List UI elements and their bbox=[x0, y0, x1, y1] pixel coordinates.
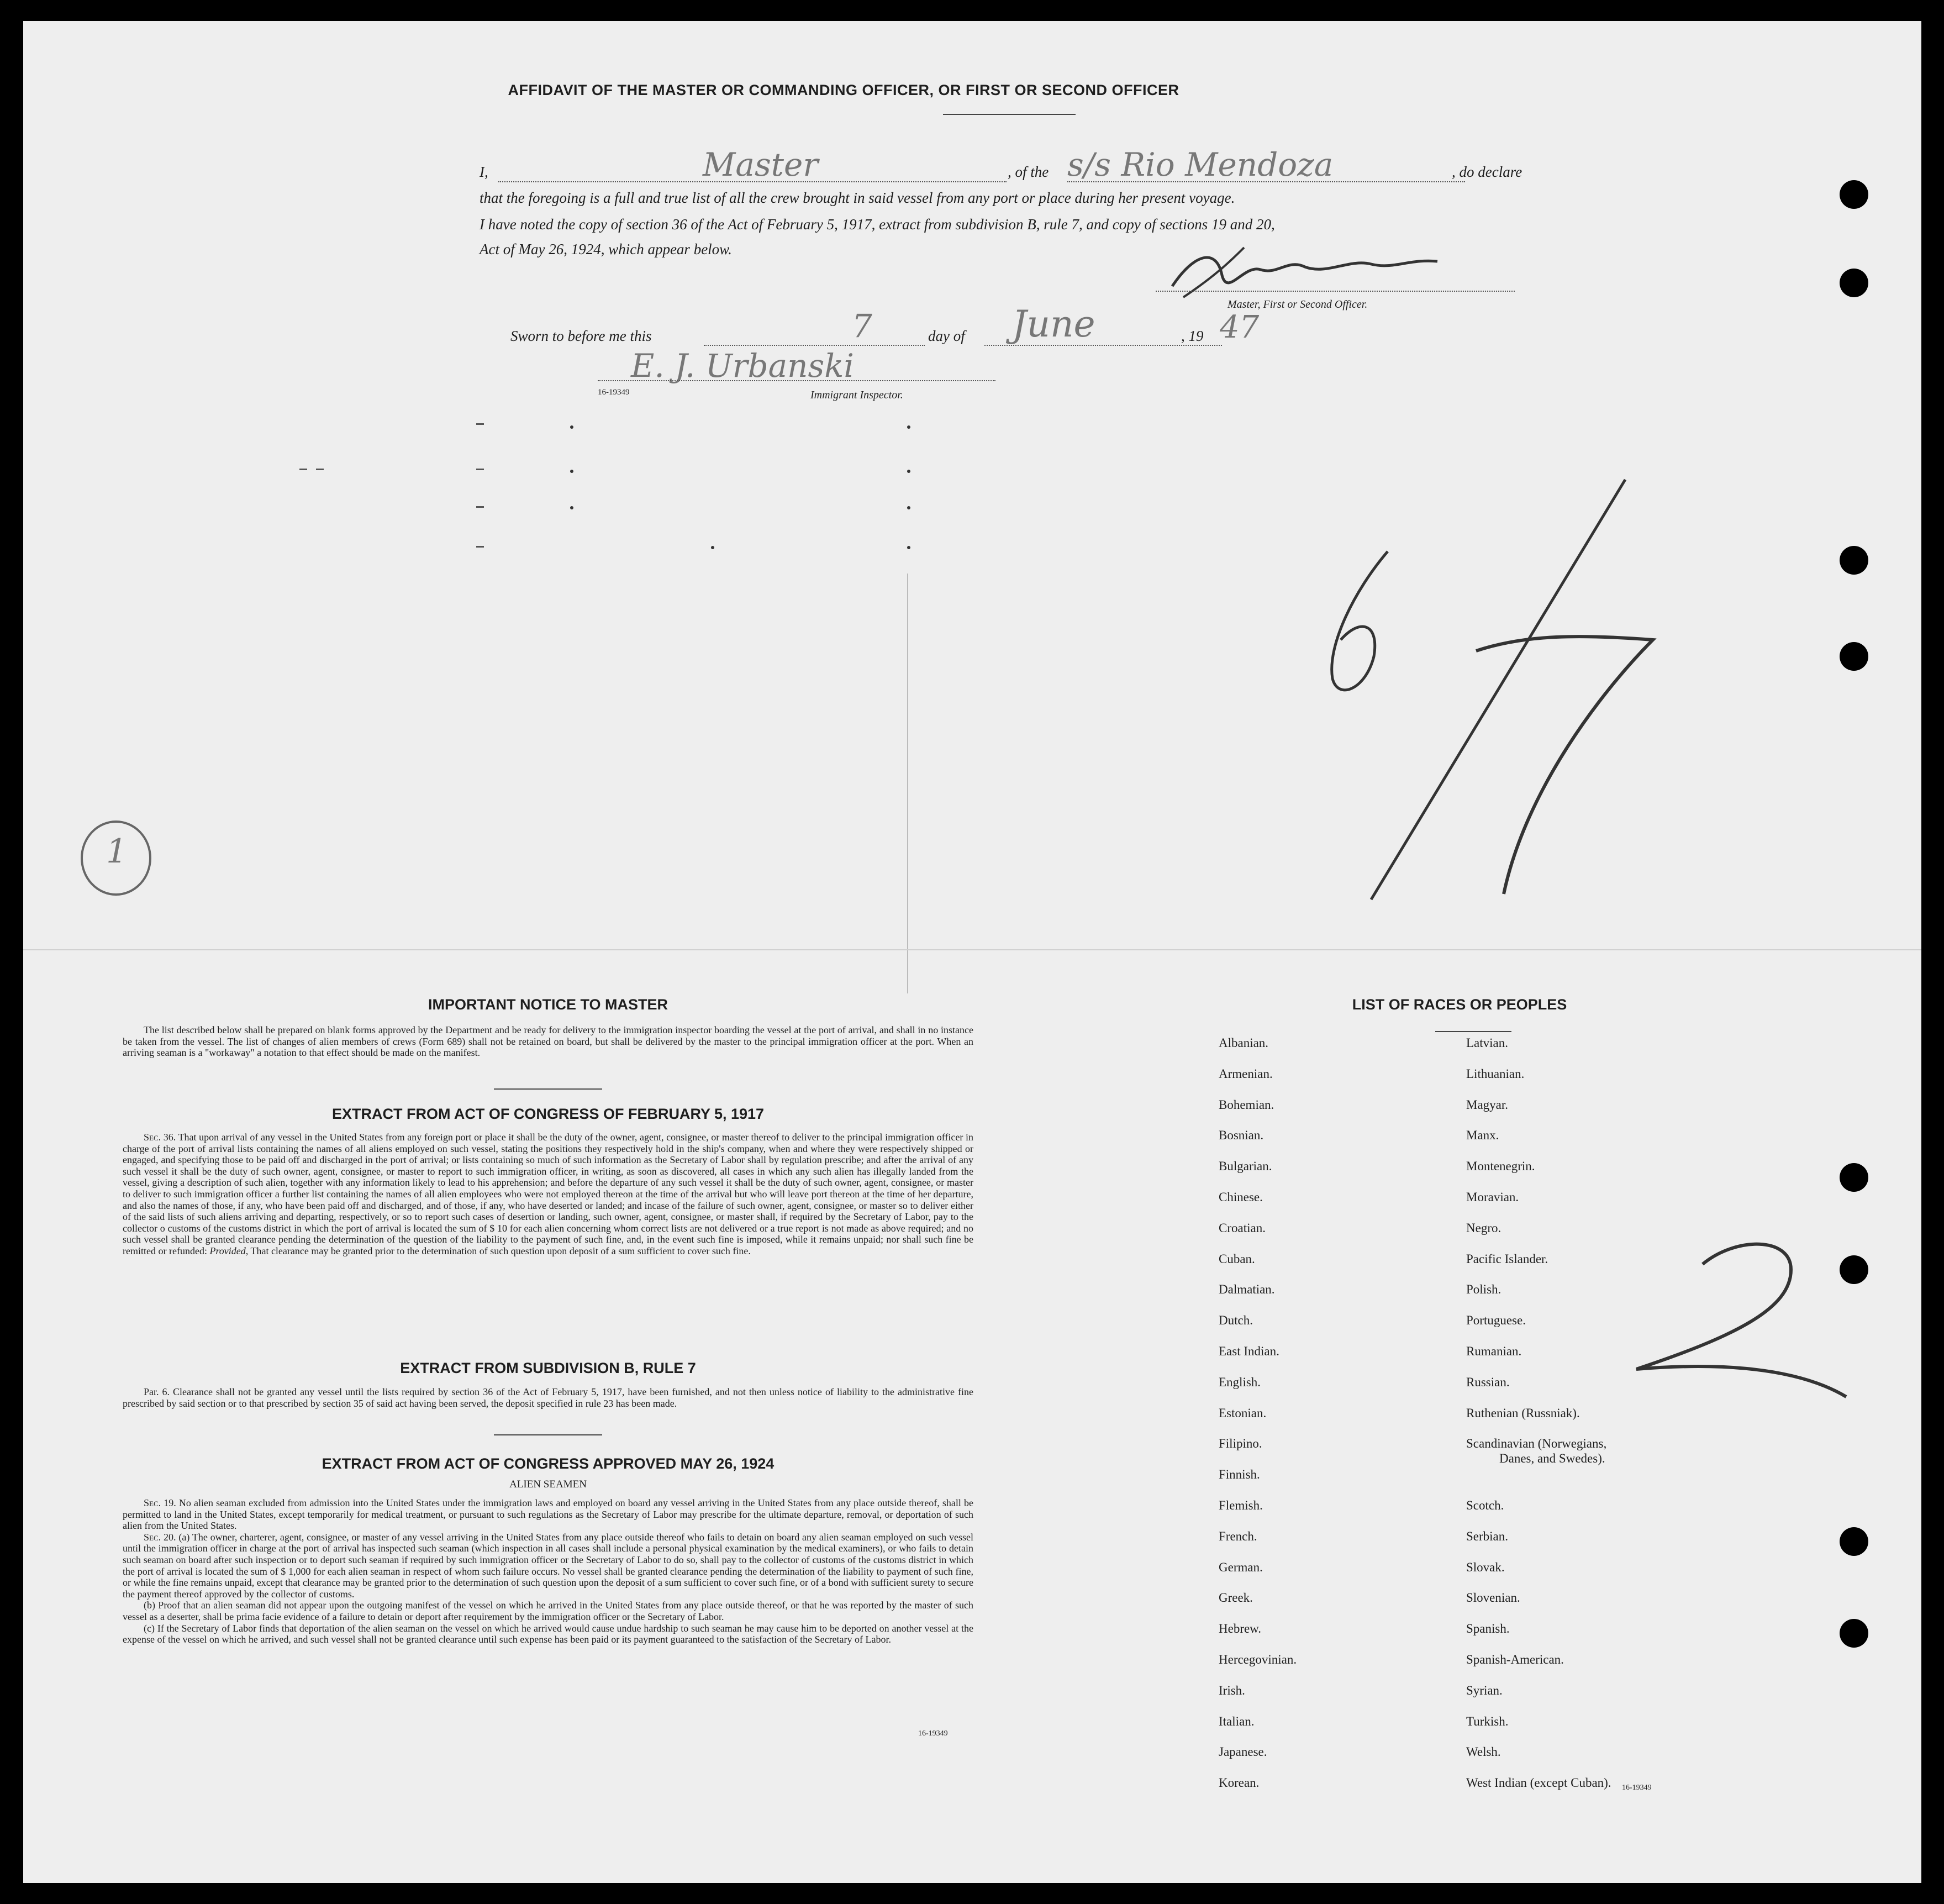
race-item: East Indian. bbox=[1219, 1344, 1279, 1358]
race-item: Scotch. bbox=[1466, 1498, 1504, 1512]
bleed-mark bbox=[316, 469, 324, 470]
binder-hole bbox=[1840, 1527, 1868, 1556]
race-item: Filipino. bbox=[1219, 1437, 1262, 1451]
race-item: Manx. bbox=[1466, 1128, 1499, 1143]
race-item: Negro. bbox=[1466, 1221, 1502, 1235]
race-item: Spanish-American. bbox=[1466, 1652, 1564, 1666]
notice-divider bbox=[494, 1088, 602, 1090]
bleed-dot bbox=[570, 470, 573, 473]
race-item: Croatian. bbox=[1219, 1221, 1266, 1235]
do-declare-label: , do declare bbox=[1452, 164, 1522, 180]
bleed-dot bbox=[711, 546, 714, 549]
handwritten-month: June bbox=[1012, 303, 1095, 345]
inspector-caption: Immigrant Inspector. bbox=[810, 389, 903, 401]
race-item: Irish. bbox=[1219, 1683, 1245, 1697]
handwritten-vessel: s/s Rio Mendoza bbox=[1067, 146, 1334, 183]
race-item: Greek. bbox=[1219, 1591, 1253, 1605]
race-item: Cuban. bbox=[1219, 1251, 1255, 1266]
bleed-dot bbox=[570, 425, 573, 429]
handwritten-two-svg bbox=[1570, 1225, 1879, 1424]
affidavit-line-4: Act of May 26, 1924, which appear below. bbox=[480, 241, 732, 257]
handwritten-day: 7 bbox=[852, 307, 872, 345]
race-item: Bulgarian. bbox=[1219, 1159, 1272, 1174]
race-item: Rumanian. bbox=[1466, 1344, 1522, 1358]
inspector-line bbox=[598, 380, 995, 381]
race-item: Montenegrin. bbox=[1466, 1159, 1535, 1174]
binder-hole bbox=[1840, 180, 1868, 209]
race-item: Turkish. bbox=[1466, 1714, 1509, 1728]
race-item: Russian. bbox=[1466, 1375, 1510, 1389]
bleed-mark bbox=[476, 469, 484, 470]
race-item: Bosnian. bbox=[1219, 1128, 1264, 1143]
race-item: Flemish. bbox=[1219, 1498, 1263, 1512]
inspector-signature: E. J. Urbanski bbox=[631, 347, 854, 385]
race-item: Danes, and Swedes). bbox=[1499, 1451, 1605, 1466]
races-col-2 bbox=[1466, 1028, 1611, 1798]
race-item: French. bbox=[1219, 1529, 1257, 1543]
race-item: Armenian. bbox=[1219, 1066, 1273, 1081]
bleed-dot bbox=[570, 506, 573, 509]
handwritten-master: Master bbox=[703, 146, 819, 183]
signature-line bbox=[1156, 291, 1515, 292]
extract-1917-title: EXTRACT FROM ACT OF CONGRESS OF FEBRUARY 5, 1917 bbox=[331, 1106, 765, 1122]
sworn-label: Sworn to before me this bbox=[510, 328, 652, 344]
races-form-number: 16-19349 bbox=[1622, 1784, 1652, 1792]
binder-hole bbox=[1840, 1619, 1868, 1648]
binder-hole bbox=[1840, 269, 1868, 297]
bleed-dot bbox=[907, 546, 910, 549]
race-item: West Indian (except Cuban). bbox=[1466, 1776, 1611, 1790]
race-item: Pacific Islander. bbox=[1466, 1251, 1548, 1266]
extract-1917-body: Sec. 36. That upon arrival of any vessel in the United States from any foreign port or place it shall be the duty of the owner, agent, consignee, or master thereof to deliver to the principal immigration officer in charge of the port of arrival lists containing the names of all aliens employed on such vessel, stating the positions they respectively hold in the ship's company, when and where they were respectively shipped or engaged, and specifying those to be paid off and discharged in the port of arrival; or lists containing so much of such information as the Secretary of Labor shall by regulation prescribe; and after the arrival of any such vessel it shall be the duty of such owner, agent, consignee, or master to report to such immigration officer, in writing, as soon as discovered, all cases in which any such alien has illegally landed from the vessel, giving a description of such alien, together with any information likely to lead to his apprehension; and before the departure of any such vessel it shall be the duty of such owner, agent, consignee, or master to deliver to such immigration officer a further list containing the names of all alien employees who were not employed thereon at the time of the arrival but who will leave port thereon at the time of her departure, and also the names of those, if any, who have been paid off and discharged, and of those, if any, who have deserted or landed; and incase of the failure of such owner, agent, consignee, or master so to deliver either of the said lists of such aliens arriving and departing, respectively, or so to report such cases of desertion or landing, such owner, agent, consignee, or master shall, if required by the Secretary of Labor, pay to the collector o customs of the customs district in which the port of arrival is located the sum of $ 10 for each alien concerning whom correct lists are not delivered or a true report is not made as above required; and no such vessel shall be granted clearance pending the determination of the question of the liability to the payment of such fine, and, in the event such fine is imposed, while it remains unpaid; nor shall such fine be remitted or refunded: Provided, That clearance may be granted prior to the determination of such question upon deposit of a sum sufficient to cover such fine. bbox=[123, 1132, 973, 1256]
binder-hole bbox=[1840, 1163, 1868, 1192]
bleed-mark bbox=[299, 469, 307, 470]
bleed-mark bbox=[476, 546, 484, 548]
race-item: Bohemian. bbox=[1219, 1097, 1274, 1112]
affidavit-line-3: I have noted the copy of section 36 of the Act of February 5, 1917, extract from subdivision B, rule 7, and copy of sections 19 and 20, bbox=[480, 216, 1275, 233]
document-page bbox=[23, 21, 1921, 1883]
affidavit-form-number: 16-19349 bbox=[598, 388, 630, 397]
binder-hole bbox=[1840, 546, 1868, 575]
race-item: Ruthenian (Russniak). bbox=[1466, 1406, 1580, 1420]
race-item: Serbian. bbox=[1466, 1529, 1509, 1543]
race-item: Estonian. bbox=[1219, 1406, 1267, 1420]
bleed-dot bbox=[907, 506, 910, 509]
handwritten-year: 47 bbox=[1220, 309, 1260, 345]
notice-title: IMPORTANT NOTICE TO MASTER bbox=[428, 996, 668, 1013]
extract-1924-title: EXTRACT FROM ACT OF CONGRESS APPROVED MAY 26, 1924 bbox=[322, 1455, 775, 1472]
bleed-mark bbox=[476, 506, 484, 508]
day-blank bbox=[704, 345, 925, 346]
handwritten-fraction-svg bbox=[1294, 457, 1791, 933]
race-item: Korean. bbox=[1219, 1776, 1260, 1790]
race-item: Chinese. bbox=[1219, 1190, 1263, 1204]
extract-form-number: 16-19349 bbox=[918, 1729, 948, 1738]
affidavit-i-label: I, bbox=[480, 164, 488, 180]
rule7-body: Par. 6. Clearance shall not be granted any vessel until the lists required by section 36 of the Act of February 5, 1917, have been furnished, and not then unless notice of liability to the administrative fine prescribed by said section or to that prescribed by section 35 of said act having been served, the deposit specified in rule 23 has been made. bbox=[123, 1386, 973, 1409]
race-item: Hebrew. bbox=[1219, 1622, 1262, 1636]
binder-hole bbox=[1840, 1255, 1868, 1284]
fold-line bbox=[907, 574, 908, 993]
race-item: Magyar. bbox=[1466, 1097, 1509, 1112]
day-of-label: day of bbox=[928, 328, 965, 344]
binder-hole bbox=[1840, 642, 1868, 671]
race-item: Dutch. bbox=[1219, 1313, 1253, 1328]
bleed-dot bbox=[907, 470, 910, 473]
race-item: German. bbox=[1219, 1560, 1263, 1574]
circled-number: 1 bbox=[106, 832, 128, 871]
race-item: Scandinavian (Norwegians, bbox=[1466, 1437, 1607, 1451]
race-item: Albanian. bbox=[1219, 1036, 1269, 1050]
races-title: LIST OF RACES OR PEOPLES bbox=[1352, 996, 1567, 1013]
race-item: Spanish. bbox=[1466, 1622, 1510, 1636]
of-the-label: , of the bbox=[1008, 164, 1049, 180]
race-item: Japanese. bbox=[1219, 1745, 1267, 1759]
race-item: Moravian. bbox=[1466, 1190, 1519, 1204]
affidavit-line-2: that the foregoing is a full and true list of all the crew brought in said vessel from any port or place during her present voyage. bbox=[480, 190, 1235, 206]
races-col-1 bbox=[1219, 1028, 1297, 1798]
rule7-title: EXTRACT FROM SUBDIVISION B, RULE 7 bbox=[400, 1360, 696, 1376]
fold-line-h bbox=[23, 949, 1921, 950]
signature-caption: Master, First or Second Officer. bbox=[1227, 298, 1368, 311]
year-prefix: , 19 bbox=[1181, 328, 1204, 344]
race-item: Finnish. bbox=[1219, 1468, 1260, 1482]
affidavit-title: AFFIDAVIT OF THE MASTER OR COMMANDING OFFICER, OR FIRST OR SECOND OFFICER bbox=[508, 82, 1179, 98]
race-item: Lithuanian. bbox=[1466, 1066, 1525, 1081]
rule7-divider bbox=[494, 1434, 602, 1435]
title-divider bbox=[943, 114, 1076, 115]
race-item: Syrian. bbox=[1466, 1683, 1503, 1697]
bleed-mark bbox=[476, 423, 484, 425]
race-item: English. bbox=[1219, 1375, 1261, 1389]
race-item: Latvian. bbox=[1466, 1036, 1508, 1050]
race-item: Slovak. bbox=[1466, 1560, 1505, 1574]
extract-1924-subtitle: ALIEN SEAMEN bbox=[509, 1479, 587, 1490]
race-item: Portuguese. bbox=[1466, 1313, 1526, 1328]
race-item: Italian. bbox=[1219, 1714, 1255, 1728]
race-item: Slovenian. bbox=[1466, 1591, 1520, 1605]
race-item: Welsh. bbox=[1466, 1745, 1501, 1759]
race-item: Polish. bbox=[1466, 1282, 1502, 1297]
notice-body: The list described below shall be prepared on blank forms approved by the Department and be ready for delivery to the immigration inspector boarding the vessel at the port of arrival, and shall in no instance be taken from the vessel. The list of changes of alien members of crews (Form 689) shall not be retained on board, but shall be delivered by the master to the principal immigration officer at the port. When an arriving seaman is a "workaway" a notation to that effect should be made on the manifest. bbox=[123, 1024, 973, 1059]
race-item: Dalmatian. bbox=[1219, 1282, 1275, 1297]
bleed-dot bbox=[907, 425, 910, 429]
extract-1924-body: Sec. 19. No alien seaman excluded from admission into the United States under the immigration laws and employed on board any vessel arriving in the United States from any place outside thereof, shall be permitted to land in the United States, except temporarily for medical treatment, or pursuant to such regulations as the Secretary of Labor may prescribe for the ultimate departure, removal, or deportation of such alien from the United States. Sec. 20. (a) The owner, charterer, agent, consignee, or master of any vessel arriving in the United States from any place outside thereof who fails to detain on board any alien seaman employed on such vessel until the immigration officer in charge at the port of arrival has inspected such seaman (which inspection in all cases shall include a personal physical examination by the medical examiners), or who fails to detain such seaman on board after such inspection or to deport such seaman if required by such immigration officer or the Secretary of Labor to do so, shall pay to the collector of customs of the customs district in which the port of arrival is located the sum of $ 1,000 for each alien seaman in respect of whom such failure occurs. No vessel shall be granted clearance pending the determination of the liability to payment of such fine, or while the fine remains unpaid, except that clearance may be granted prior to the determination of such question upon the deposit of a sum sufficient to cover such fine, or of a bond with sufficient surety to secure the payment thereof approved by the collector of customs. (b) Proof that an alien seaman did not appear upon the outgoing manifest of the vessel on which he arrived in the United States from any place outside thereof, or that he was reported by the master of such vessel as a deserter, shall be prima facie evidence of a failure to detain or deport after requirement by the immigration officer or the Secretary of Labor. (c) If the Secretary of Labor finds that deportation of the alien seaman on the vessel on which he arrived would cause undue hardship to such seaman he may cause him to be deported on another vessel at the expense of the vessel on which he arrived, and such vessel shall not be granted clearance until such expense has been paid or its payment guaranteed to the satisfaction of the Secretary of Labor. bbox=[123, 1497, 974, 1645]
race-item: Hercegovinian. bbox=[1219, 1652, 1297, 1666]
